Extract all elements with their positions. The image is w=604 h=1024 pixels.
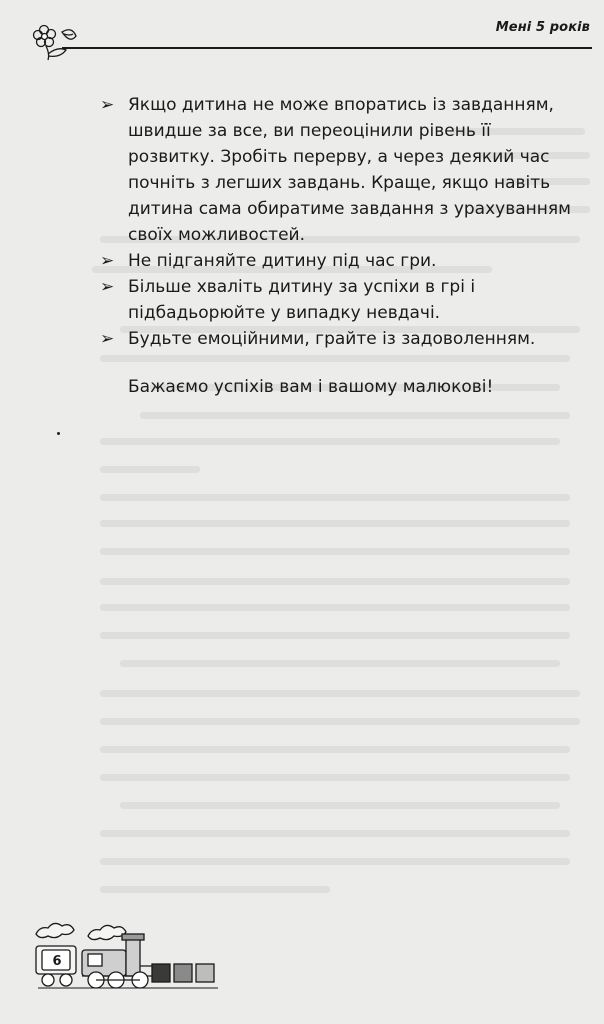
closing-wish: Бажаємо успіхів вам і вашому малюкові! <box>128 377 494 397</box>
list-item-text: Будьте емоційними, грайте із задоволенням. <box>128 329 536 349</box>
list-item <box>100 274 578 326</box>
running-header-title: Мені 5 років <box>495 20 590 35</box>
list-item <box>100 326 578 352</box>
arrow-bullet-icon: ➢ <box>100 95 115 115</box>
list-item <box>100 92 578 248</box>
arrow-bullet-icon: ➢ <box>100 329 115 349</box>
header-rule <box>62 47 592 49</box>
flower-icon <box>26 18 82 62</box>
ink-speck <box>57 432 60 435</box>
arrow-bullet-icon: ➢ <box>100 251 115 271</box>
list-item-text: Якщо дитина не може впоратись із завданням, швидше за все, ви переоцінили рівень її розвитку. Зробіть перерву, а через деякий час почніть з легших завдань. Краще, якщо навіть дитина сама обиратиме завдання з урахуванням своїх можливостей. <box>128 95 571 245</box>
list-item-text: Не підганяйте дитину під час гри. <box>128 251 437 271</box>
list-item-text: Більше хваліть дитину за успіхи в грі і підбадьорюйте у випадку невдачі. <box>128 277 476 323</box>
arrow-bullet-icon: ➢ <box>100 277 115 297</box>
page-number: 6 <box>52 954 62 969</box>
list-item <box>100 248 578 274</box>
page-content <box>100 92 578 400</box>
